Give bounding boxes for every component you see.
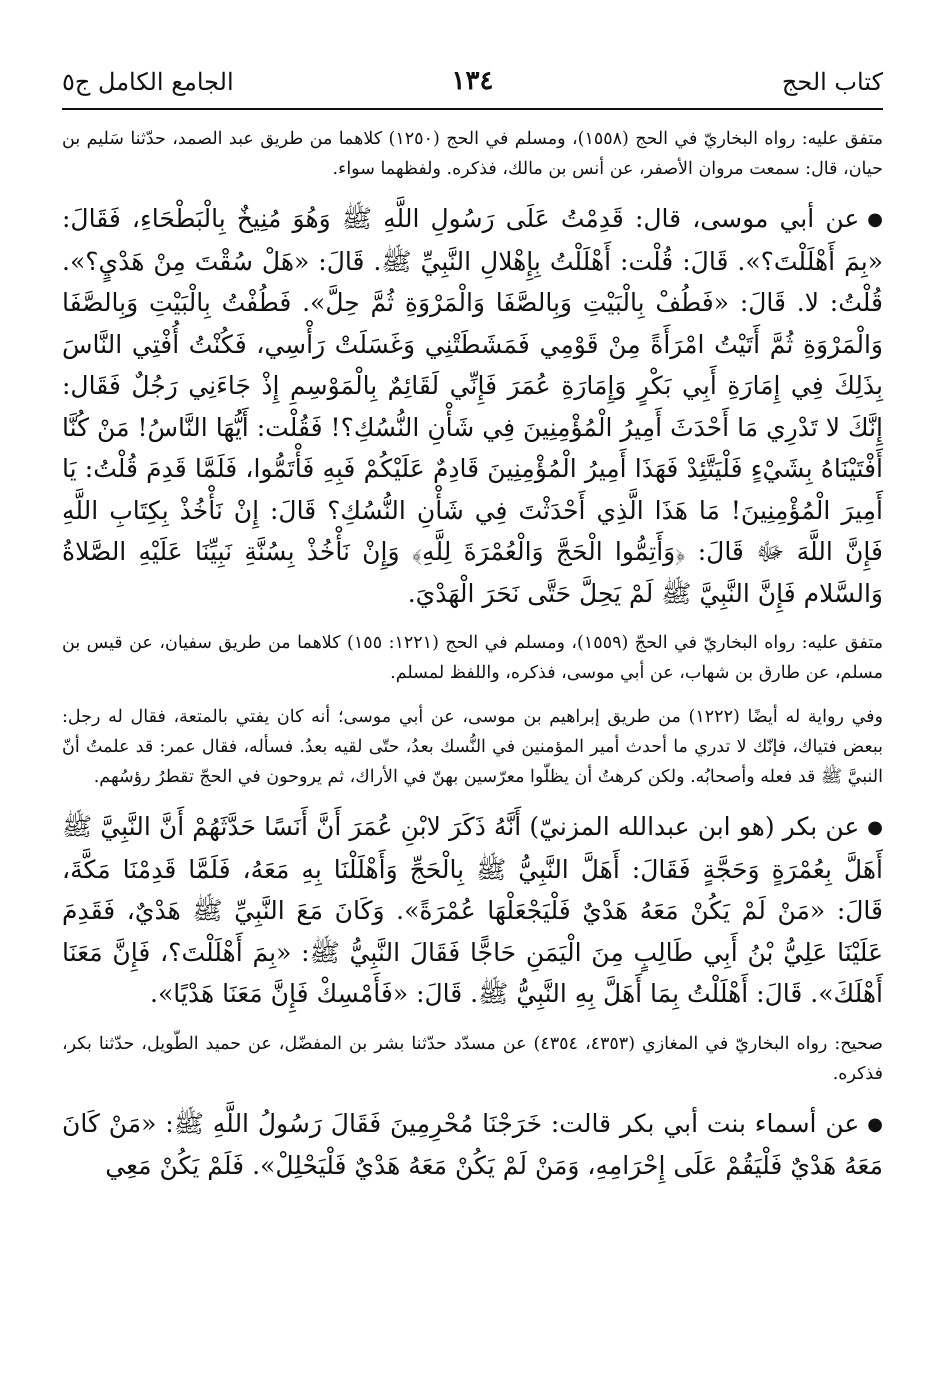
hadith-asma: [62, 1103, 883, 1187]
bullet-icon: ●: [867, 817, 883, 838]
hadith-text: عن بكر (هو ابن عبدالله المزنيّ) أَنَّهُ ذَكَرَ لابْنِ عُمَرَ أَنَّ أَنَسًا حَدَّثَهُمْ أَنَّ النَّبِيَّ ﷺ أَهَلَّ بِعُمْرَةٍ وَحَجَّةٍ فَقَالَ: أَهَلَّ النَّبِيُّ ﷺ بِالْحَجِّ وَأَهْلَلْنَا بِهِ مَعَهُ، فَلَمَّا قَدِمْنَا مَكَّةَ، قَالَ: «مَنْ لَمْ يَكُنْ مَعَهُ هَدْيٌ فَلْيَجْعَلْهَا عُمْرَةً». وَكَانَ مَعَ النَّبِيِّ ﷺ هَدْيٌ، فَقَدِمَ عَلَيْنَا عَلِيُّ بْنُ أَبِي طَالِبٍ مِنَ الْيَمَنِ حَاجًّا فَقَالَ النَّبِيُّ ﷺ: «بِمَ أَهْلَلْتَ؟، فَإِنَّ مَعَنَا أَهْلَكَ». قَالَ: أَهْلَلْتُ بِمَا أَهَلَّ بِهِ النَّبِيُّ ﷺ. قَالَ: «فَأَمْسِكْ فَإِنَّ مَعَنَا هَدْيًا».: [62, 812, 883, 1008]
hadith-text: عن أسماء بنت أبي بكر قالت: خَرَجْنَا مُحْرِمِينَ فَقَالَ رَسُولُ اللَّهِ ﷺ: «مَنْ كَانَ مَعَهُ هَدْيٌ فَلْيَقُمْ عَلَى إِحْرَامِهِ، وَمَنْ لَمْ يَكُنْ مَعَهُ هَدْيٌ فَلْيَحْلِلْ». فَلَمْ يَكُنْ مَعِي: [62, 1108, 883, 1180]
page-body: [62, 124, 883, 1201]
running-header: [62, 62, 883, 102]
hadith-text: عن أبي موسى، قال: قَدِمْتُ عَلَى رَسُولِ اللَّهِ ﷺ وَهُوَ مُنِيخٌ بِالْبَطْحَاءِ، فَقَالَ: «بِمَ أَهْلَلْتَ؟». قَالَ: قُلْت: أَهْلَلْتُ بِإِهْلالِ النَّبِيِّ ﷺ. قَالَ: «هَلْ سُقْتَ مِنْ هَدْيٍ؟». قُلْتُ: لا. قَالَ: «فَطُفْ بِالْبَيْتِ وَبِالصَّفَا وَالْمَرْوَةِ ثُمَّ حِلَّ». فَطُفْتُ بِالْبَيْتِ وَبِالصَّفَا وَالْمَرْوَةِ ثُمَّ أَتَيْتُ امْرَأَةً مِنْ قَوْمِي فَمَشَطَتْنِي وَغَسَلَتْ رَأْسِي، فَكُنْتُ أُفْتِي النَّاسَ بِذَلِكَ فِي إِمَارَةِ أَبِي بَكْرٍ وَإِمَارَةِ عُمَرَ فَإِنِّي لَقَائِمٌ بِالْمَوْسِمِ إِذْ جَاءَنِي رَجُلٌ فَقَال: إِنَّكَ لا تَدْرِي مَا أَحْدَثَ أَمِيرُ الْمُؤْمِنِينَ فِي شَأْنِ النُّسُكِ؟! فَقُلْت: أَيُّهَا النَّاسُ! مَنْ كُنَّا أَفْتَيْنَاهُ بِشَيْءٍ فَلْيَتَّئِدْ فَهَذَا أَمِيرُ الْمُؤْمِنِينَ قَادِمٌ عَلَيْكُمْ فَبِهِ فَأْتَمُّوا، فَلَمَّا قَدِمَ قُلْتُ: يَا أَمِيرَ الْمُؤْمِنِينَ! مَا هَذَا الَّذِي أَحْدَثْتَ فِي شَأْنِ النُّسُكِ؟ قَالَ: إِنْ نَأْخُذْ بِكِتَابِ اللَّهِ فَإِنَّ اللَّهَ ﷻ قَالَ: ﴿وَأَتِمُّوا الْحَجَّ وَالْعُمْرَةَ لِلَّهِ﴾ وَإِنْ نَأْخُذْ بِسُنَّةِ نَبِيِّنَا عَلَيْهِ الصَّلاةُ وَالسَّلام فَإِنَّ النَّبِيَّ ﷺ لَمْ يَحِلَّ حَتَّى نَحَرَ الْهَدْيَ.: [62, 204, 883, 608]
takhrij-note-1: متفق عليه: رواه البخاريّ في الحج (١٥٥٨)، ومسلم في الحج (١٢٥٠) كلاهما من طريق عبد الصمد، حدّثنا سَليم بن حيان، قال: سمعت مروان الأصفر، عن أنس بن مالك، فذكره. ولفظهما سواء.: [62, 129, 883, 179]
bullet-icon: ●: [867, 209, 883, 230]
volume-title: الجامع الكامل ج٥: [62, 68, 234, 96]
hadith-abu-musa: [62, 198, 883, 614]
takhrij-note-4: صحيح: رواه البخاريّ في المغازي (٤٣٥٣، ٤٣٥٤) عن مسدّد حدّثنا بشر بن المفضّل، عن حميد الطّويل، حدّثنا بكر، فذكره.: [62, 1033, 883, 1084]
book-title: كتاب الحج: [781, 68, 883, 96]
bullet-icon: ●: [867, 1113, 883, 1135]
hadith-bakr: [62, 806, 883, 1015]
header-rule: [62, 108, 883, 110]
takhrij-note-2: متفق عليه: رواه البخاريّ في الحجّ (١٥٥٩)، ومسلم في الحج (١٢٢١: ١٥٥) كلاهما من طريق سفيان، عن قيس بن مسلم، عن طارق بن شهاب، عن أبي موسى، فذكره، واللفظ لمسلم.: [62, 633, 883, 683]
takhrij-note-3: وفي رواية له أيضًا (١٢٢٢) من طريق إبراهيم بن موسى، عن أبي موسى؛ أنه كان يفتي بالمتعة، فقال له رجل: ببعض فتياك، فإنّك لا تدري ما أحدث أمير المؤمنين في النُّسك بعدُ، حتّى لقيه بعدُ. فسأله، فقال عمر: قد علمتُ أنّ النبيَّ ﷺ قد فعله وأصحابُه. ولكن كرهتُ أن يظلّوا معرّسين بهنّ في الأراك، ثم يروحون في الحجّ تقطرُ رؤسُهم.: [62, 707, 883, 787]
page-number: ١٣٤: [451, 66, 494, 96]
